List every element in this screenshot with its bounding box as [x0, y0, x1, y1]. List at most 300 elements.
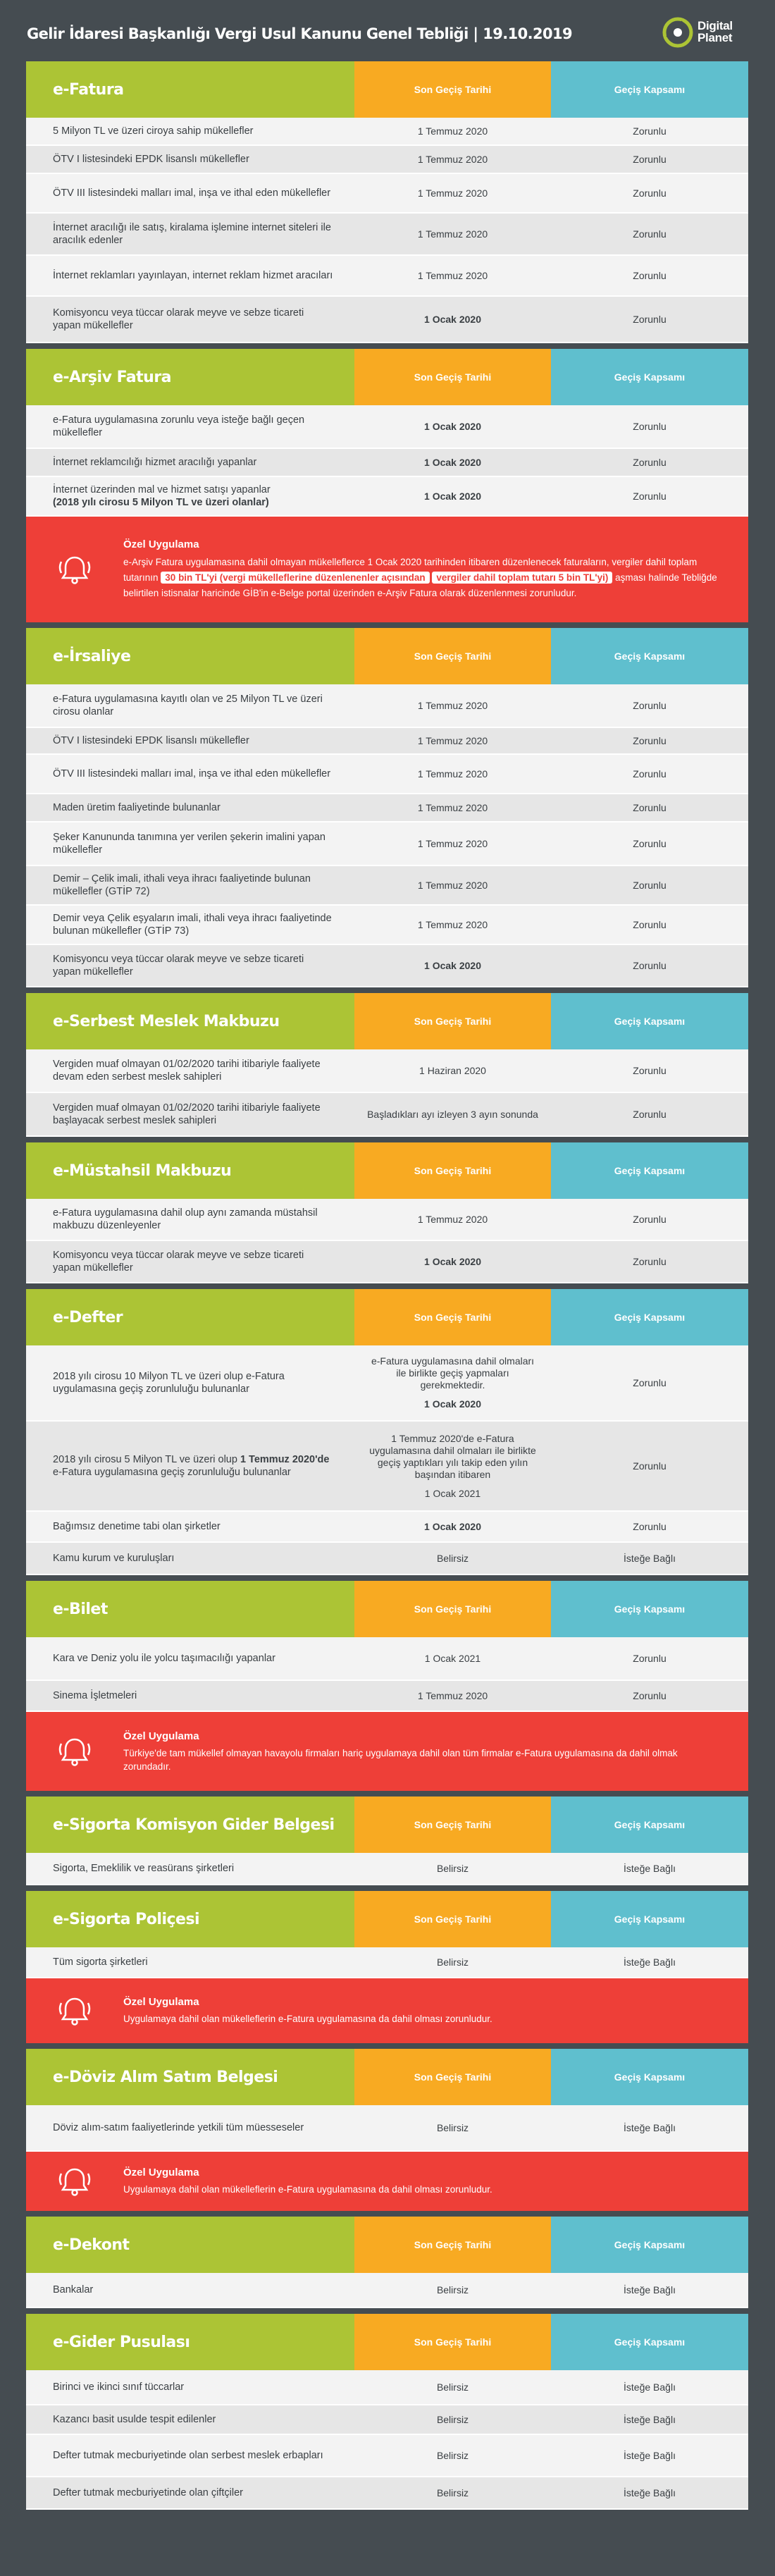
row-description-text: [53, 2413, 216, 2426]
row-date: [354, 794, 551, 821]
row-description-text: [53, 1652, 275, 1665]
section-rows: [26, 1345, 748, 1575]
table-row: [26, 477, 748, 517]
row-date-content: [418, 228, 488, 240]
bell-icon: [26, 2152, 123, 2211]
description-text: e-Fatura uygulamasına dahil olup aynı zamanda müstahsil makbuzu düzenleyenler: [53, 1207, 318, 1231]
row-scope: İsteğe Bağlı: [624, 2381, 676, 2393]
section-e-d-viz-al-m-sat-m-belgesi: [26, 2049, 748, 2211]
row-description-text: [53, 734, 249, 747]
date-value: 1 Temmuz 2020'de e-Fatura uygulamasına dahil olmaları ile birlikte geçiş yaptıkları yılı takip eden yılın başından itibaren: [369, 1432, 536, 1480]
row-description: [26, 1947, 354, 1977]
section-rows: [26, 2370, 748, 2510]
row-date-content: [437, 2450, 469, 2462]
row-scope: Zorunlu: [633, 802, 666, 813]
row-description: [26, 2405, 354, 2434]
row-date: [354, 822, 551, 865]
section-title: e-Gider Pusulası: [26, 2314, 354, 2370]
row-date: [354, 146, 551, 173]
alert-content: [123, 2152, 748, 2211]
table-row: [26, 1345, 748, 1422]
alert-highlight: vergiler dahil toplam tutarı 5 bin TL'yi): [432, 572, 612, 584]
row-date-content: [418, 838, 488, 850]
description-text: ÖTV I listesindeki EPDK lisanslı mükellefler: [53, 154, 249, 165]
table-row: [26, 728, 748, 755]
section-title: e-Müstahsil Makbuzu: [26, 1142, 354, 1199]
row-date-content: [418, 1690, 488, 1702]
scope-column-header: Geçiş Kapsamı: [551, 2314, 748, 2370]
date-value: Belirsiz: [436, 2121, 469, 2133]
description-text: Tüm sigorta şirketleri: [53, 1956, 148, 1968]
date-value: 1 Temmuz 2020: [417, 269, 488, 281]
description-text: Komisyoncu veya tüccar olarak meyve ve sebze ticareti yapan mükellefler: [53, 954, 304, 978]
description-text: Sigorta, Emeklilik ve reasürans şirketleri: [53, 1863, 235, 1874]
table-row: [26, 1543, 748, 1575]
description-text: 2018 yılı cirosu 10 Milyon TL ve üzeri olup e-Fatura uygulamasına geçiş zorunluluğu bulunanlar: [53, 1371, 285, 1395]
section-gap: [26, 1791, 748, 1797]
section-header: [26, 2314, 748, 2370]
description-text: ÖTV III listesindeki malları imal, inşa ve ithal eden mükellefler: [53, 187, 331, 199]
description-text-cont: e-Fatura uygulamasına geçiş zorunluluğu bulunanlar: [53, 1467, 291, 1478]
table-row: [26, 945, 748, 987]
description-text: Kamu kurum ve kuruluşları: [53, 1553, 175, 1564]
description-text: Defter tutmak mecburiyetinde olan çiftçiler: [53, 2487, 243, 2498]
logo-icon: [662, 17, 693, 48]
row-scope: Zorunlu: [633, 457, 666, 468]
row-date-content: [437, 1863, 469, 1875]
row-description: [26, 174, 354, 212]
row-description: [26, 728, 354, 753]
row-date: [354, 755, 551, 793]
row-date-content: [367, 1433, 538, 1500]
row-date: [354, 1947, 551, 1977]
row-description-text: [53, 269, 333, 282]
section-header: [26, 1142, 748, 1199]
description-text: Vergiden muaf olmayan 01/02/2020 tarihi itibariyle faaliyete başlayacak serbest meslek sahipleri: [53, 1102, 321, 1126]
date-value: 1 Temmuz 2020: [417, 801, 488, 813]
row-date-content: [367, 1355, 538, 1410]
row-scope: Zorunlu: [633, 125, 666, 137]
row-scope: Zorunlu: [633, 700, 666, 711]
section-gap: [26, 2308, 748, 2314]
row-description-text: [53, 414, 333, 439]
top-bar: [0, 0, 775, 58]
row-scope: Zorunlu: [633, 154, 666, 165]
row-description-text: [53, 1862, 234, 1875]
logo-text-line2: Planet: [698, 31, 733, 44]
alert-highlight: 30 bin TL'yi (vergi mükelleflerine düzenlenenler açısından: [161, 572, 429, 584]
date-value: Belirsiz: [436, 2413, 469, 2425]
table-row: [26, 1681, 748, 1712]
row-date: [354, 118, 551, 144]
table-row: [26, 2273, 748, 2308]
scope-column-header: Geçiş Kapsamı: [551, 1797, 748, 1853]
row-description: [26, 118, 354, 144]
row-date: [354, 866, 551, 904]
description-text: İnternet reklamcılığı hizmet aracılığı yapanlar: [53, 457, 257, 468]
section-title: e-Defter: [26, 1289, 354, 1345]
row-date-content: [418, 270, 488, 282]
date-value: e-Fatura uygulamasına dahil olmaları ile birlikte geçiş yapmaları gerekmektedir.: [371, 1355, 535, 1391]
alert-content: [123, 1978, 748, 2043]
table-row: [26, 1049, 748, 1093]
row-scope: Zorunlu: [633, 960, 666, 971]
row-date: [354, 1049, 551, 1092]
row-description: [26, 1093, 354, 1135]
row-date-content: [437, 2414, 469, 2426]
row-description-text: [53, 2449, 323, 2462]
row-date: [354, 297, 551, 342]
row-description: [26, 297, 354, 342]
table-row: [26, 256, 748, 297]
row-description-text: [53, 456, 256, 469]
table-row: [26, 174, 748, 214]
alert-title: Özel Uygulama: [123, 538, 199, 550]
row-date-content: [418, 919, 488, 931]
row-description: [26, 906, 354, 944]
row-description-text: [53, 1956, 148, 1968]
description-text: Komisyoncu veya tüccar olarak meyve ve sebze ticareti yapan mükellefler: [53, 307, 304, 331]
section-header: [26, 1581, 748, 1637]
row-scope: Zorunlu: [633, 768, 666, 779]
row-description-text: [53, 1453, 333, 1479]
description-text: İnternet aracılığı ile satış, kiralama işlemine internet siteleri ile aracılık edenler: [53, 222, 331, 246]
row-description-text: [53, 831, 333, 856]
alert-title: Özel Uygulama: [123, 2167, 199, 2178]
row-date: [354, 1199, 551, 1240]
table-row: [26, 1947, 748, 1978]
description-text: Şeker Kanununda tanımına yer verilen şekerin imalini yapan mükellefler: [53, 832, 326, 856]
row-scope: İsteğe Bağlı: [624, 1863, 676, 1874]
row-scope: İsteğe Bağlı: [624, 1553, 676, 1564]
scope-column-header: Geçiş Kapsamı: [551, 2049, 748, 2105]
row-date-content: [418, 735, 488, 747]
logo-text-line1: Digital: [698, 19, 733, 32]
row-date-content: [425, 1653, 480, 1665]
row-scope: Zorunlu: [633, 314, 666, 325]
row-date: [354, 2273, 551, 2307]
row-description-text: [53, 1370, 333, 1395]
row-scope: İsteğe Bağlı: [624, 2414, 676, 2425]
section-e-fatura: [26, 61, 748, 343]
table-row: [26, 146, 748, 174]
section-e-serbest-meslek-makbuzu: [26, 993, 748, 1137]
table-row: [26, 2105, 748, 2152]
row-date-content: [437, 2122, 469, 2134]
row-description-text: [53, 1207, 333, 1232]
row-date: [354, 684, 551, 727]
row-description-text: [53, 2486, 243, 2499]
description-text: Kara ve Deniz yolu ile yolcu taşımacılığı yapanlar: [53, 1653, 275, 1664]
table-row: [26, 822, 748, 866]
sections-container: [26, 61, 748, 2515]
section-e-ar-iv-fatura: [26, 349, 748, 622]
section-gap: [26, 987, 748, 993]
section-header: [26, 1289, 748, 1345]
row-date-content: [424, 960, 481, 972]
date-value: Belirsiz: [436, 2381, 469, 2393]
section-rows: [26, 684, 748, 987]
table-row: [26, 2435, 748, 2477]
row-description: [26, 794, 354, 821]
section-header: [26, 1797, 748, 1853]
row-scope: Zorunlu: [633, 1653, 666, 1664]
row-date-content: [418, 700, 488, 712]
date-value: Belirsiz: [436, 2486, 469, 2498]
row-description: [26, 1199, 354, 1240]
scope-column-header: Geçiş Kapsamı: [551, 1142, 748, 1199]
row-date: [354, 945, 551, 986]
date-extra: 1 Ocak 2020: [424, 1398, 481, 1410]
section-header: [26, 349, 748, 405]
row-scope: İsteğe Bağlı: [624, 2487, 676, 2498]
description-text: e-Fatura uygulamasına zorunlu veya isteğe bağlı geçen mükellefler: [53, 414, 305, 438]
date-value: Belirsiz: [436, 2449, 469, 2461]
row-date-content: [418, 880, 488, 892]
date-column-header: Son Geçiş Tarihi: [354, 2314, 551, 2370]
section-e-m-stahsil-makbuzu: [26, 1142, 748, 1283]
section-e-defter: [26, 1289, 748, 1575]
section-rows: [26, 1637, 748, 1712]
section-title: e-İrsaliye: [26, 628, 354, 684]
row-description: [26, 2435, 354, 2476]
section-gap: [26, 1885, 748, 1891]
row-date-content: [424, 421, 481, 433]
row-description: [26, 2105, 354, 2150]
row-date: [354, 1422, 551, 1510]
row-date-content: [419, 1065, 486, 1077]
alert-text: Türkiye'de tam mükellef olmayan havayolu firmaları hariç uygulamaya dahil olan tüm firmalar e-Fatura uygulamasına da dahil olmak zorundadır.: [123, 1747, 678, 1772]
section-header: [26, 993, 748, 1049]
row-date: [354, 1853, 551, 1884]
row-description-text: [53, 1058, 333, 1083]
alert-body: [123, 1746, 720, 1773]
row-date-content: [367, 1109, 538, 1121]
row-description: [26, 256, 354, 295]
row-date: [354, 1345, 551, 1420]
section-gap: [26, 2043, 748, 2049]
row-scope: Zorunlu: [633, 228, 666, 240]
date-value: 1 Ocak 2020: [424, 420, 481, 432]
row-description-text: [53, 953, 333, 978]
date-column-header: Son Geçiş Tarihi: [354, 2049, 551, 2105]
section-gap: [26, 2211, 748, 2217]
section-e-dekont: [26, 2217, 748, 2308]
alert-title: Özel Uygulama: [123, 1730, 199, 1742]
section-title: e-Fatura: [26, 61, 354, 118]
row-date-content: [424, 491, 481, 503]
scope-column-header: Geçiş Kapsamı: [551, 1289, 748, 1345]
row-description: [26, 1512, 354, 1541]
table-row: [26, 1422, 748, 1512]
row-date-content: [437, 2284, 469, 2296]
date-column-header: Son Geçiş Tarihi: [354, 993, 551, 1049]
bell-icon: [26, 1978, 123, 2043]
row-description: [26, 2273, 354, 2307]
row-description: [26, 405, 354, 448]
date-column-header: Son Geçiş Tarihi: [354, 628, 551, 684]
row-scope: İsteğe Bağlı: [624, 2450, 676, 2461]
row-scope: Zorunlu: [633, 1109, 666, 1120]
section-rows: [26, 1049, 748, 1137]
row-description: [26, 1681, 354, 1711]
row-date: [354, 1637, 551, 1680]
description-text: Vergiden muaf olmayan 01/02/2020 tarihi itibariyle faaliyete devam eden serbest meslek sahipleri: [53, 1059, 321, 1083]
section-rows: [26, 1947, 748, 1978]
scope-column-header: Geçiş Kapsamı: [551, 993, 748, 1049]
bell-icon: [26, 1712, 123, 1791]
row-description-text: [53, 1552, 174, 1565]
date-value: 1 Ocak 2020: [424, 1520, 481, 1532]
section-header: [26, 628, 748, 684]
description-emphasis: 1 Temmuz 2020'de: [240, 1454, 330, 1465]
row-scope: Zorunlu: [633, 1214, 666, 1225]
row-description-text: [53, 2381, 184, 2393]
table-row: [26, 1853, 748, 1885]
alert-text: Uygulamaya dahil olan mükelleflerin e-Fatura uygulamasına da dahil olması zorunludur.: [123, 2014, 492, 2024]
date-value: 1 Temmuz 2020: [417, 153, 488, 165]
table-row: [26, 1637, 748, 1681]
section-e-sigorta-poli-esi: [26, 1891, 748, 2043]
section-header: [26, 2049, 748, 2105]
row-scope: Zorunlu: [633, 270, 666, 281]
row-date: [354, 1512, 551, 1541]
date-value: 1 Haziran 2020: [419, 1064, 486, 1076]
row-scope: Zorunlu: [633, 187, 666, 199]
scope-column-header: Geçiş Kapsamı: [551, 1891, 748, 1947]
row-scope: Zorunlu: [633, 421, 666, 432]
section-rows: [26, 405, 748, 517]
description-text: Komisyoncu veya tüccar olarak meyve ve sebze ticareti yapan mükellefler: [53, 1250, 304, 1274]
alert-body: [123, 2012, 720, 2026]
row-scope: İsteğe Bağlı: [624, 2284, 676, 2295]
row-date: [354, 906, 551, 944]
scope-column-header: Geçiş Kapsamı: [551, 61, 748, 118]
description-text: Demir veya Çelik eşyaların imali, ithali veya ihracı faaliyetinde bulunan mükellefler (GTİP 73): [53, 913, 332, 937]
row-date-content: [437, 2487, 469, 2499]
row-description-text: [53, 912, 333, 937]
row-date: [354, 477, 551, 515]
date-column-header: Son Geçiş Tarihi: [354, 1142, 551, 1199]
row-description-text: [53, 1102, 333, 1127]
description-text: İnternet reklamları yayınlayan, internet reklam hizmet aracıları: [53, 270, 333, 281]
row-date: [354, 256, 551, 295]
table-row: [26, 866, 748, 906]
row-date-content: [424, 1521, 481, 1533]
row-description: [26, 449, 354, 476]
row-date-content: [424, 457, 481, 469]
row-description: [26, 1345, 354, 1420]
date-value: Belirsiz: [436, 1552, 469, 1564]
date-value: 1 Temmuz 2020: [417, 1689, 488, 1701]
row-description: [26, 945, 354, 986]
table-row: [26, 906, 748, 945]
row-date-content: [418, 187, 488, 199]
date-value: 1 Temmuz 2020: [417, 768, 488, 779]
date-column-header: Son Geçiş Tarihi: [354, 2217, 551, 2273]
row-scope: Zorunlu: [633, 880, 666, 891]
alert-title: Özel Uygulama: [123, 1996, 199, 2008]
table-row: [26, 118, 748, 146]
row-description-text: [53, 768, 330, 780]
row-date: [354, 1681, 551, 1711]
section-title: e-Dekont: [26, 2217, 354, 2273]
row-date: [354, 214, 551, 254]
date-value: 1 Temmuz 2020: [417, 1213, 488, 1225]
description-text: Demir – Çelik imali, ithali veya ihracı faaliyetinde bulunan mükellefler (GTİP 72): [53, 873, 311, 897]
alert-content: [123, 1712, 748, 1791]
row-description: [26, 866, 354, 904]
page-title: Gelir İdaresi Başkanlığı Vergi Usul Kanunu Genel Tebliği | 19.10.2019: [27, 25, 573, 42]
row-date: [354, 728, 551, 753]
row-description: [26, 2477, 354, 2508]
date-value: 1 Ocak 2020: [424, 1255, 481, 1267]
section-e-bilet: [26, 1581, 748, 1791]
table-row: [26, 2405, 748, 2435]
section-gap: [26, 343, 748, 349]
row-description-text: [53, 2284, 93, 2296]
special-rule-alert: [26, 2152, 748, 2211]
description-text: Sinema İşletmeleri: [53, 1690, 137, 1701]
table-row: [26, 449, 748, 477]
date-value: Belirsiz: [436, 1862, 469, 1874]
section-gap: [26, 2510, 748, 2515]
row-date: [354, 1241, 551, 1282]
special-rule-alert: [26, 1978, 748, 2043]
row-scope: Zorunlu: [633, 838, 666, 849]
row-date: [354, 2370, 551, 2404]
section-title: e-Arşiv Fatura: [26, 349, 354, 405]
table-row: [26, 2370, 748, 2405]
date-column-header: Son Geçiş Tarihi: [354, 1289, 551, 1345]
row-description: [26, 822, 354, 865]
section-header: [26, 61, 748, 118]
section-e-gider-pusulas-: [26, 2314, 748, 2510]
description-text: Maden üretim faaliyetinde bulunanlar: [53, 802, 221, 813]
row-scope: Zorunlu: [633, 491, 666, 502]
description-text: Kazancı basit usulde tespit edilenler: [53, 2414, 216, 2425]
row-scope: Zorunlu: [633, 1460, 666, 1472]
section-gap: [26, 622, 748, 628]
date-value: 1 Temmuz 2020: [417, 918, 488, 930]
bell-icon: [26, 517, 123, 622]
description-emphasis: (2018 yılı cirosu 5 Milyon TL ve üzeri olanlar): [53, 497, 269, 508]
row-date: [354, 2477, 551, 2508]
date-column-header: Son Geçiş Tarihi: [354, 1797, 551, 1853]
row-description-text: [53, 693, 333, 718]
description-text: Defter tutmak mecburiyetinde olan serbest meslek erbapları: [53, 2450, 323, 2461]
date-column-header: Son Geçiş Tarihi: [354, 61, 551, 118]
row-description-text: [53, 801, 221, 814]
row-description-text: [53, 483, 271, 509]
row-description: [26, 1637, 354, 1680]
row-description-text: [53, 1520, 221, 1533]
date-value: 1 Ocak 2020: [424, 456, 481, 468]
row-date-content: [418, 768, 488, 780]
row-date: [354, 2105, 551, 2150]
row-description: [26, 146, 354, 173]
table-row: [26, 1241, 748, 1283]
date-value: 1 Temmuz 2020: [417, 699, 488, 711]
row-scope: İsteğe Bağlı: [624, 1956, 676, 1968]
description-text: Birinci ve ikinci sınıf tüccarlar: [53, 2381, 185, 2393]
date-value: 1 Ocak 2021: [424, 1652, 481, 1664]
row-description: [26, 755, 354, 793]
row-description-text: [53, 873, 333, 898]
date-extra: 1 Ocak 2021: [424, 1487, 481, 1499]
row-description: [26, 1853, 354, 1884]
row-date: [354, 1543, 551, 1574]
